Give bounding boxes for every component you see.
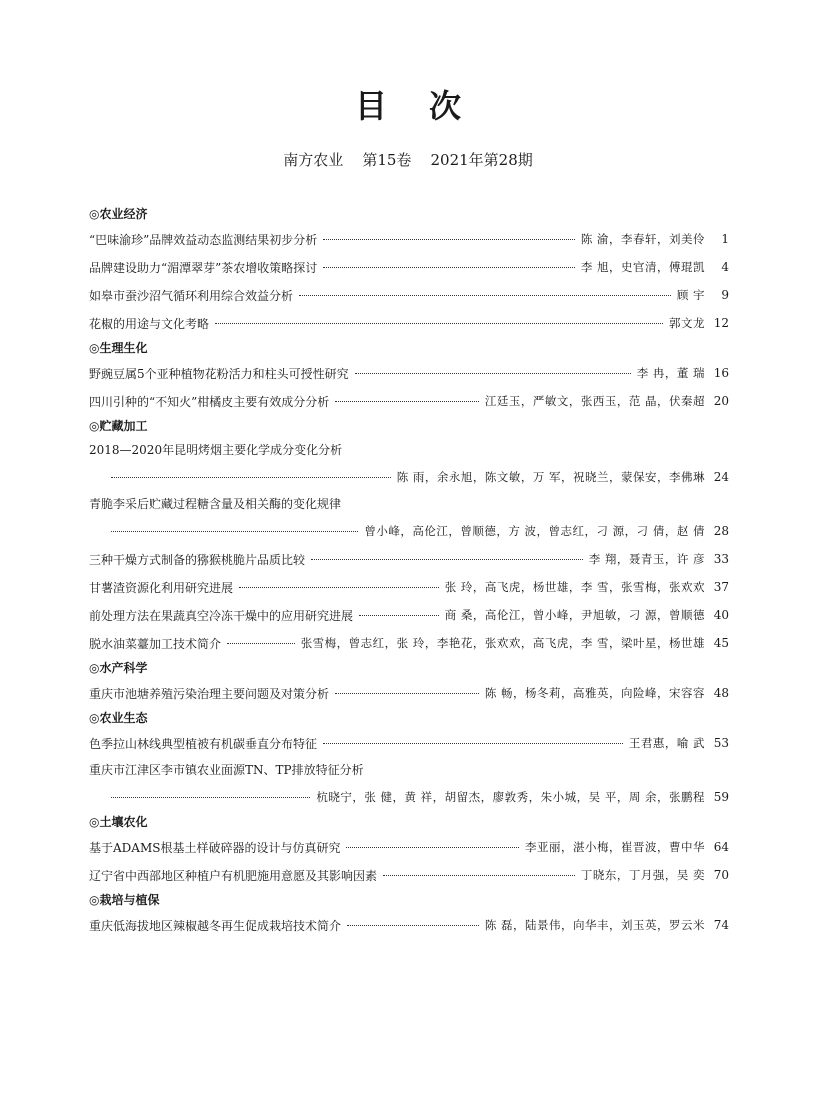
article-authors: 曾小峰，高伦江，曾顺德，方 波，曾志红，刁 源，刁 倩，赵 倩 [364,524,705,538]
dot-leader [323,239,575,240]
dot-leader [111,797,310,798]
article-authors: 张 玲，高飞虎，杨世雄，李 雪，张雪梅，张欢欢 [444,580,705,594]
journal-issue-line: 南方农业 第15卷 2021年第28期 [283,151,533,169]
article-title[interactable]: 前处理方法在果蔬真空冷冻干燥中的应用研究进展 [89,608,354,623]
section-marker-icon: ◎ [89,893,100,907]
page-number[interactable]: 64 [713,840,729,854]
page-number[interactable]: 12 [713,316,729,330]
article-title[interactable]: 青脆李采后贮藏过程糖含量及相关酶的变化规律 [89,497,342,511]
section-name: 土壤农化 [99,815,148,829]
section-marker-icon: ◎ [89,711,100,725]
article-title[interactable]: 重庆低海拔地区辣椒越冬再生促成栽培技术简介 [89,918,342,933]
dot-leader [299,295,671,296]
toc-entry [89,629,729,657]
dot-leader [335,401,479,402]
toc-entry [89,463,729,491]
section-marker-icon: ◎ [89,341,100,355]
section-heading [89,707,729,729]
toc-entry [89,309,729,337]
dot-leader [239,587,439,588]
page-number[interactable]: 20 [713,394,729,408]
section-heading [89,203,729,225]
dot-leader [383,875,575,876]
article-title[interactable]: 野豌豆属5个亚种植物花粉活力和柱头可授性研究 [89,366,349,381]
page-number[interactable]: 4 [721,260,729,274]
page-number[interactable]: 70 [713,868,729,882]
page-number[interactable]: 37 [713,580,729,594]
toc-entry [89,253,729,281]
article-title[interactable]: 花椒的用途与文化考略 [89,316,210,331]
article-authors: 江廷玉，严敏文，张西玉，范 晶，伏秦超 [484,394,705,408]
page-number[interactable]: 16 [713,366,729,380]
page-number[interactable]: 53 [713,736,729,750]
section-name: 农业生态 [99,711,148,725]
page-number[interactable]: 48 [713,686,729,700]
article-authors: 杭晓宁，张 健，黄 祥，胡留杰，廖敦秀，朱小城，吴 平，周 余，张鹏程 [316,790,705,804]
toc-entry [89,359,729,387]
article-authors: 陈 磊，陆景伟，向华丰，刘玉英，罗云米 [484,918,705,932]
article-title[interactable]: 三种干燥方式制备的猕猴桃脆片品质比较 [89,552,306,567]
dot-leader [111,531,358,532]
section-marker-icon: ◎ [89,207,100,221]
article-authors: 商 桑，高伦江，曾小峰，尹旭敏，刁 源，曾顺德 [444,608,705,622]
page-title: 目次 [354,87,503,125]
dot-leader [347,925,479,926]
article-title[interactable]: 品牌建设助力“湄潭翠芽”茶农增收策略探讨 [89,260,318,275]
toc-entry [89,225,729,253]
dot-leader [346,847,519,848]
article-title[interactable]: 2018—2020年昆明烤烟主要化学成分变化分析 [89,443,343,457]
toc-entry [89,601,729,629]
article-title[interactable]: 重庆市池塘养殖污染治理主要问题及对策分析 [89,686,330,701]
dot-leader [323,743,623,744]
section-marker-icon: ◎ [89,661,100,675]
article-authors: 李亚丽，湛小梅，崔晋波，曹中华 [525,840,705,854]
section-name: 栽培与植保 [99,893,160,907]
article-title[interactable]: 甘薯渣资源化利用研究进展 [89,580,234,595]
dot-leader [355,373,631,374]
toc-entry [89,281,729,309]
article-authors: 陈 渝，李春轩，刘美伶 [580,232,705,246]
article-authors: 丁晓东，丁月强，吴 奕 [580,868,705,882]
article-title[interactable]: 色季拉山林线典型植被有机碳垂直分布特征 [89,736,318,751]
section-heading [89,889,729,911]
article-authors: 顾 宇 [676,288,705,302]
toc-entry [89,679,729,707]
page-number[interactable]: 33 [713,552,729,566]
section-marker-icon: ◎ [89,419,100,433]
section-name: 水产科学 [99,661,148,675]
section-heading [89,811,729,833]
article-title[interactable]: 四川引种的“不知火”柑橘皮主要有效成分分析 [89,394,330,409]
toc-entry [89,545,729,573]
page-number[interactable]: 45 [713,636,729,650]
dot-leader [359,615,439,616]
article-authors: 张雪梅，曾志红，张 玲，李艳花，张欢欢，高飞虎，李 雪，梁叶星，杨世雄 [300,636,705,650]
dot-leader [111,477,391,478]
dot-leader [311,559,583,560]
section-marker-icon: ◎ [89,815,100,829]
page-number[interactable]: 9 [721,288,729,302]
toc-entry [89,861,729,889]
dot-leader [227,643,295,644]
page-number[interactable]: 40 [713,608,729,622]
dot-leader [323,267,575,268]
article-authors: 李 翔，聂青玉，许 彦 [588,552,705,566]
page-number[interactable]: 74 [713,918,729,932]
toc-entry [89,729,729,757]
dot-leader [215,323,663,324]
section-heading [89,337,729,359]
article-title[interactable]: 重庆市江津区李市镇农业面源TN、TP排放特征分析 [89,763,364,777]
article-title[interactable]: 如皋市蚕沙沼气循环利用综合效益分析 [89,288,294,303]
page-number[interactable]: 59 [713,790,729,804]
section-name: 农业经济 [99,207,148,221]
page-number[interactable]: 1 [721,232,729,246]
article-authors: 李 旭，史官清，傅琨凯 [580,260,705,274]
article-authors: 陈 雨，余永旭，陈文敏，万 军，祝晓兰，蒙保安，李佛琳 [396,470,705,484]
section-heading [89,415,729,437]
page-number[interactable]: 24 [713,470,729,484]
article-authors: 王君惠，喻 武 [628,736,705,750]
article-authors: 陈 畅，杨冬莉，高雅英，向险峰，宋容容 [484,686,705,700]
section-heading [89,657,729,679]
page-number[interactable]: 28 [713,524,729,538]
article-title[interactable]: 脱水油菜薹加工技术简介 [89,636,222,651]
article-title[interactable]: 基于ADAMS根基土样破碎器的设计与仿真研究 [89,840,341,855]
toc-entry [89,387,729,415]
toc-entry [89,517,729,545]
toc-entry [89,573,729,601]
section-name: 生理生化 [99,341,148,355]
article-authors: 李 冉，董 瑞 [636,366,705,380]
article-title[interactable]: “巴味渝珍”品牌效益动态监测结果初步分析 [89,232,318,247]
article-authors: 郭文龙 [669,316,705,330]
dot-leader [335,693,479,694]
toc-entry [89,783,729,811]
table-of-contents [89,203,729,939]
toc-entry [89,833,729,861]
toc-entry [89,911,729,939]
article-title[interactable]: 辽宁省中西部地区种植户有机肥施用意愿及其影响因素 [89,868,378,883]
section-name: 贮藏加工 [99,419,148,433]
